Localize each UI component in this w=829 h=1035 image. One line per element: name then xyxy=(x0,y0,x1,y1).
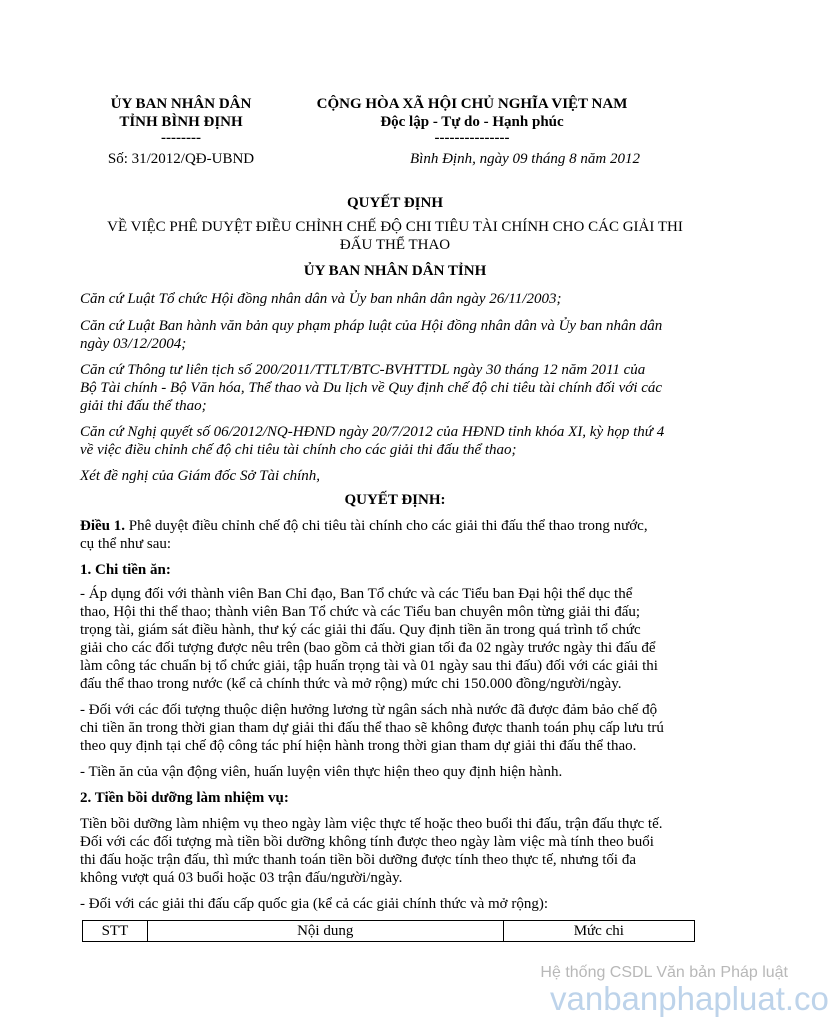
section-1-para1-line: thao, Hội thi thể thao; thành viên Ban Tổ chức và các Tiểu ban chuyên môn từng giải thi đấu; xyxy=(80,604,641,620)
preamble-basis-3-line1: Căn cứ Thông tư liên tịch số 200/2011/TTLT/BTC-BVHTTDL ngày 30 tháng 12 năm 2011 của xyxy=(80,362,646,378)
national-title: CỘNG HÒA XÃ HỘI CHỦ NGHĨA VIỆT NAM xyxy=(316,96,628,112)
preamble-basis-4-line1: Căn cứ Nghị quyết số 06/2012/NQ-HĐND ngày 20/7/2012 của HĐND tỉnh khóa XI, kỳ họp thứ 4 xyxy=(80,424,665,440)
section-1-para1-line: làm công tác chuẩn bị tổ chức giải, tập huấn trọng tài và 01 ngày sau thi đấu) đối với các giải thi xyxy=(80,658,658,674)
document-kind: QUYẾT ĐỊNH xyxy=(347,195,443,211)
preamble-basis-3-line2: Bộ Tài chính - Bộ Văn hóa, Thể thao và Du lịch về Quy định chế độ chi tiêu tài chính đối với các xyxy=(80,380,663,396)
article-1-line2: cụ thể như sau: xyxy=(80,536,172,552)
section-1-heading: 1. Chi tiền ăn: xyxy=(80,562,171,578)
section-2-para1-line: thi đấu hoặc trận đấu, thì mức thanh toán tiền bồi dưỡng được tính theo thực tế, nhưng tối đa xyxy=(80,852,636,868)
allowance-table xyxy=(82,920,695,942)
issuer-heading: ỦY BAN NHÂN DÂN TỈNH xyxy=(303,263,487,279)
section-2-para2: - Đối với các giải thi đấu cấp quốc gia (kể cả các giải chính thức và mở rộng): xyxy=(80,896,548,912)
table-header-row xyxy=(83,921,695,942)
column-header-stt: STT xyxy=(83,921,148,942)
watermark-caption: Hệ thống CSDL Văn bản Pháp luật xyxy=(540,964,788,981)
section-2-para1-line: không vượt quá 03 buổi hoặc 03 trận đấu/người/ngày. xyxy=(80,870,403,886)
preamble-basis-2-line1: Căn cứ Luật Ban hành văn bản quy phạm pháp luật của Hội đồng nhân dân và Ủy ban nhân dân xyxy=(80,318,663,334)
preamble-basis-4-line2: về việc điều chỉnh chế độ chi tiêu tài chính cho các giải thi đấu thể thao; xyxy=(80,442,517,458)
article-1-label: Điều 1. xyxy=(80,518,125,534)
preamble-basis-1: Căn cứ Luật Tổ chức Hội đồng nhân dân và Ủy ban nhân dân ngày 26/11/2003; xyxy=(80,291,562,307)
section-1-para1-line: giải cho các đối tượng được nêu trên (bao gồm cả thời gian tối đa 02 ngày trước ngày thi đấu để xyxy=(80,640,656,656)
preamble-basis-3-line3: giải thi đấu thể thao; xyxy=(80,398,207,414)
preamble-proposal: Xét đề nghị của Giám đốc Sở Tài chính, xyxy=(80,468,321,484)
agency-separator: -------- xyxy=(161,130,201,146)
agency-name-line1: ỦY BAN NHÂN DÂN xyxy=(110,96,252,112)
national-motto: Độc lập - Tự do - Hạnh phúc xyxy=(380,114,564,130)
column-header-content: Nội dung xyxy=(147,921,503,942)
section-1-para3: - Tiền ăn của vận động viên, huấn luyện viên thực hiện theo quy định hiện hành. xyxy=(80,764,563,780)
column-header-amount: Mức chi xyxy=(503,921,694,942)
preamble-basis-2-line2: ngày 03/12/2004; xyxy=(80,336,187,352)
section-1-para1-line: - Áp dụng đối với thành viên Ban Chỉ đạo, Ban Tổ chức và các Tiểu ban Đại hội thể dục thể xyxy=(80,586,633,602)
article-1-line1 xyxy=(80,517,710,535)
section-1-para1-line: đấu thể thao trong nước (kể cả chính thức và mở rộng) mức chi 150.000 đồng/người/ngày. xyxy=(80,676,622,692)
agency-name-line2: TỈNH BÌNH ĐỊNH xyxy=(119,114,243,130)
watermark-site[interactable]: vanbanphapluat.co xyxy=(550,980,829,1017)
section-2-para1-line: Đối với các đối tượng mà tiền bồi dưỡng không tính được theo ngày làm việc mà tính theo buổi xyxy=(80,834,654,850)
place-date: Bình Định, ngày 09 tháng 8 năm 2012 xyxy=(410,151,640,167)
article-1-text: Phê duyệt điều chỉnh chế độ chi tiêu tài chính cho các giải thi đấu thể thao trong nước, xyxy=(125,518,648,534)
document-subject-line2: ĐẤU THỂ THAO xyxy=(339,237,451,253)
section-1-para2-line: - Đối với các đối tượng thuộc diện hưởng lương từ ngân sách nhà nước đã được đảm bảo chế độ xyxy=(80,702,658,718)
decision-heading: QUYẾT ĐỊNH: xyxy=(344,492,446,508)
section-2-heading: 2. Tiền bồi dưỡng làm nhiệm vụ: xyxy=(80,790,289,806)
document-subject-line1: VỀ VIỆC PHÊ DUYỆT ĐIỀU CHỈNH CHẾ ĐỘ CHI TIÊU TÀI CHÍNH CHO CÁC GIẢI THI xyxy=(107,219,683,235)
section-1-para2-line: theo quy định tại chế độ công tác phí hiện hành trong thời gian tham dự giải thi đấu thể thao. xyxy=(80,738,637,754)
document-number: Số: 31/2012/QĐ-UBND xyxy=(107,151,255,167)
section-2-para1-line: Tiền bồi dưỡng làm nhiệm vụ theo ngày làm việc thực tế hoặc theo buổi thi đấu, trận đấu thực tế. xyxy=(80,816,663,832)
section-1-para2-line: chi tiền ăn trong thời gian tham dự giải thi đấu thể thao sẽ không được thanh toán phụ cấp lưu trú xyxy=(80,720,664,736)
section-1-para1-line: trọng tài, giám sát điều hành, thư ký các giải thi đấu. Quy định tiền ăn trong quá trình tổ chức xyxy=(80,622,641,638)
national-separator: --------------- xyxy=(434,130,510,146)
